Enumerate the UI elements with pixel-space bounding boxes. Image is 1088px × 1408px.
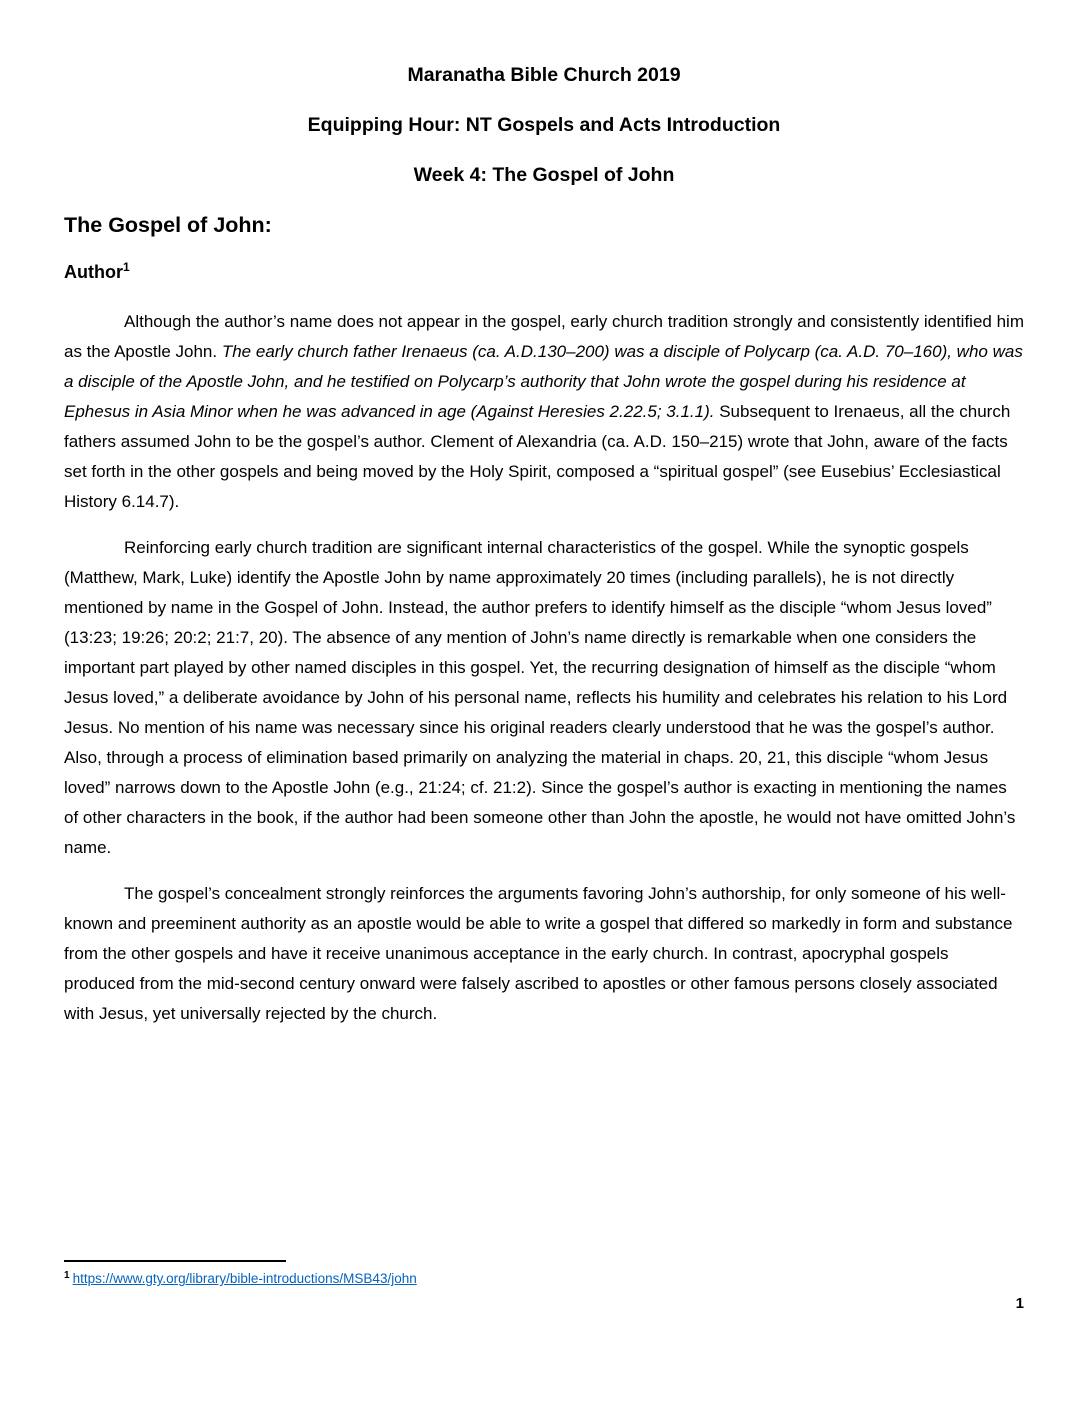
footnote-reference-marker: 1 [122,260,130,274]
paragraph-author-1 [64,307,1024,517]
document-content [64,62,1024,1029]
doc-title-line-1: Maranatha Bible Church 2019 [407,64,681,86]
doc-title-line-3: Week 4: The Gospel of John [413,164,675,186]
section-heading: The Gospel of John: [64,213,272,237]
footnote-link[interactable]: https://www.gty.org/library/bible-introductions/MSB43/john [72,1271,417,1286]
subsection-heading-author [64,261,1024,284]
paragraph-1-regular-lead: Although the author’s name does not appear in the gospel, early church tradition strongly and consistently identified him as the Apostle John. [64,312,1024,361]
footnote-separator [64,1260,286,1262]
footnote-number: 1 [64,1269,70,1281]
paragraph-author-2: Reinforcing early church tradition are significant internal characteristics of the gospel. While the synoptic gospels (Matthew, Mark, Luke) identify the Apostle John by name approximately 20 times (including parallels), he is not directly mentioned by name in the Gospel of John. Instead, the author prefers to identify himself as the disciple “whom Jesus loved” (13:23; 19:26; 20:2; 21:7, 20). The absence of any mention of John’s name directly is remarkable when one considers the important part played by other named disciples in this gospel. Yet, the recurring designation of himself as the disciple “whom Jesus loved,” a deliberate avoidance by John of his personal name, reflects his humility and celebrates his relation to his Lord Jesus. No mention of his name was necessary since his original readers clearly understood that he was the gospel’s author. Also, through a process of elimination based primarily on analyzing the material in chaps. 20, 21, this disciple “whom Jesus loved” narrows down to the Apostle John (e.g., 21:24; cf. 21:2). Since the gospel’s author is exacting in mentioning the names of other characters in the book, if the author had been someone other than John the apostle, he would not have omitted John’s name. [64,538,1016,857]
page-number: 1 [1015,1295,1024,1312]
doc-title-line-2: Equipping Hour: NT Gospels and Acts Introduction [307,114,781,136]
paragraph-author-3: The gospel’s concealment strongly reinforces the arguments favoring John’s authorship, for only someone of his well-known and preeminent authority as an apostle would be able to write a gospel that differed so markedly in form and substance from the other gospels and have it receive unanimous acceptance in the early church. In contrast, apocryphal gospels produced from the mid-second century onward were falsely ascribed to apostles or other famous persons closely associated with Jesus, yet universally rejected by the church. [64,884,1013,1023]
paragraph-1-italic-quote: The early church father Irenaeus (ca. A.D.130–200) was a disciple of Polycarp (ca. A.D. 70–160), who was a disciple of the Apostle John, and he testified on Polycarp’s authority that John wrote the gospel during his residence at Ephesus in Asia Minor when he was advanced in age (Against Heresies 2.22.5; 3.1.1). [64,342,1023,421]
subheading-text: Author [64,262,123,282]
footnote-area [64,1260,1024,1288]
paragraph-1-regular-tail: Subsequent to Irenaeus, all the church fathers assumed John to be the gospel’s author. Clement of Alexandria (ca. A.D. 150–215) wrote that John, aware of the facts set forth in the other gospels and being moved by the Holy Spirit, composed a “spiritual gospel” (see Eusebius’ Ecclesiastical History 6.14.7). [64,402,1011,511]
footnote [64,1270,1024,1288]
